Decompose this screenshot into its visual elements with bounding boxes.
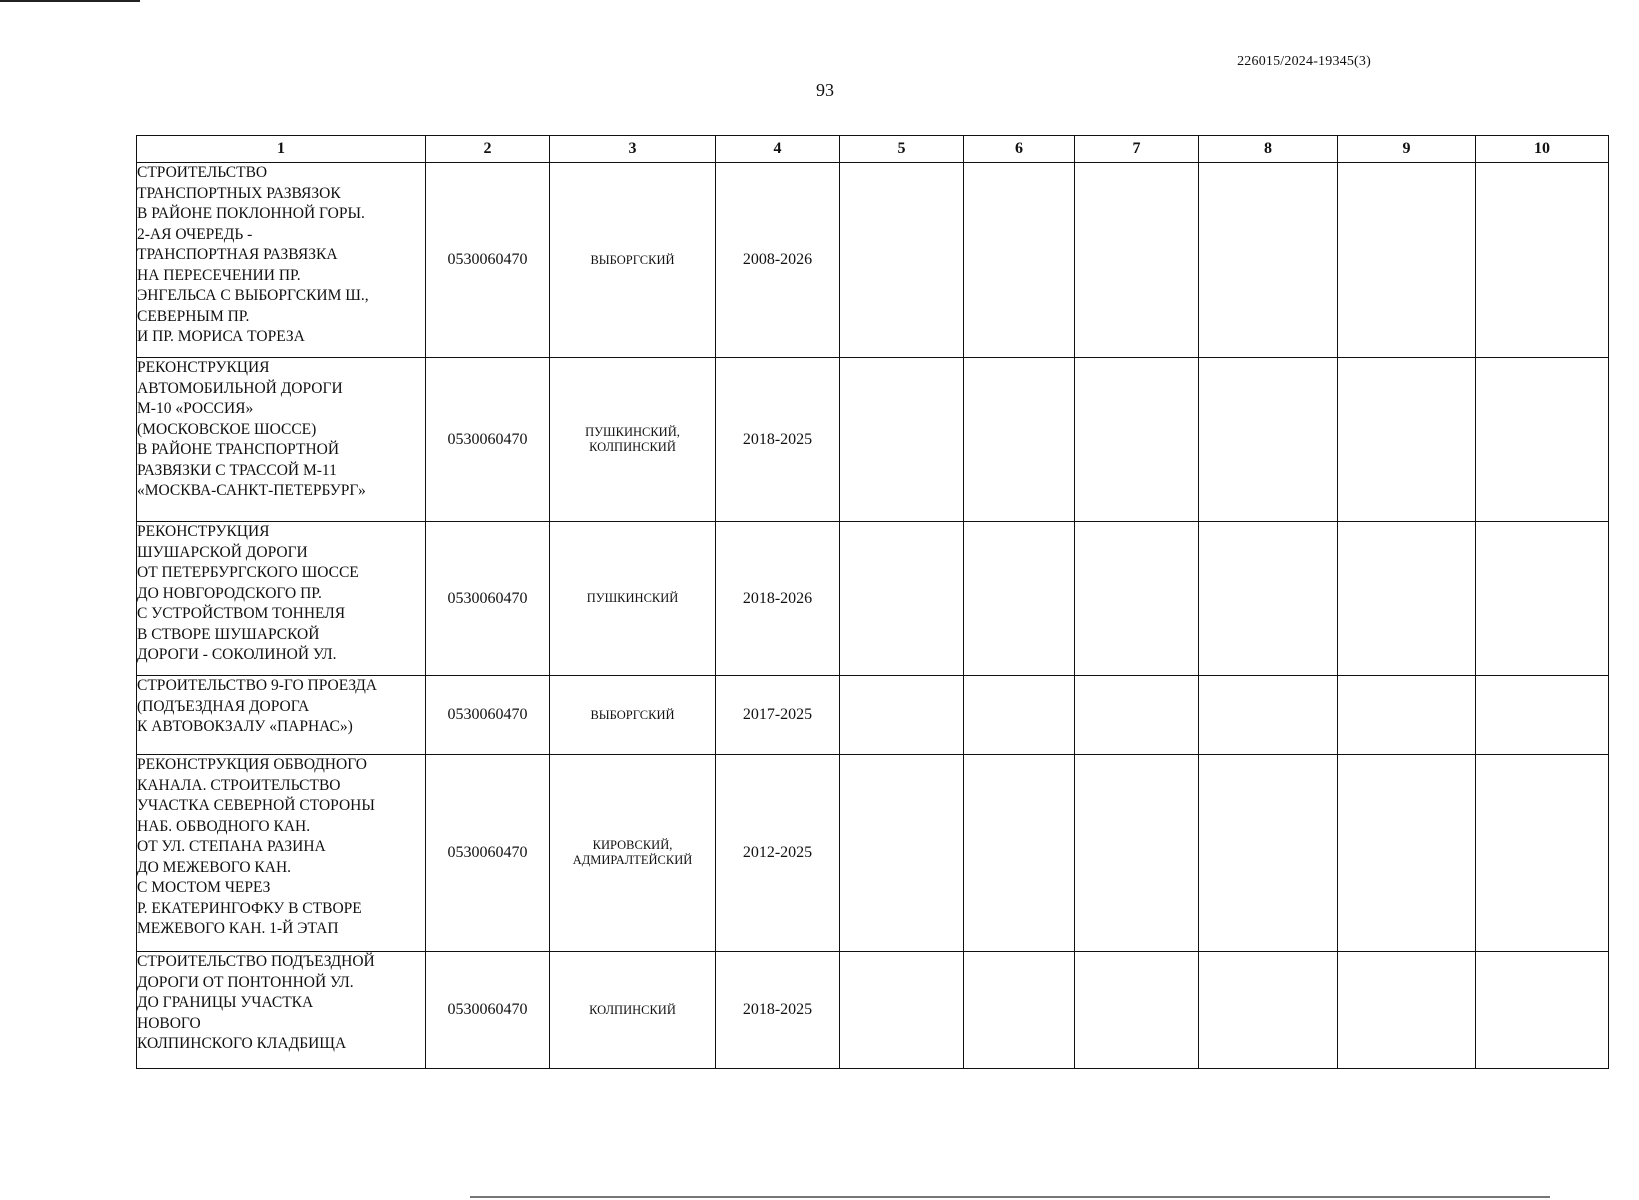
object-name: СТРОИТЕЛЬСТВО ТРАНСПОРТНЫХ РАЗВЯЗОК В РАЙОНЕ ПОКЛОННОЙ ГОРЫ. 2-АЯ ОЧЕРЕДЬ - ТРАНСПОРТНАЯ РАЗВЯЗКА НА ПЕРЕСЕЧЕНИИ ПР. ЭНГЕЛЬСА С ВЫБОРГСКИМ Ш., СЕВЕРНЫМ ПР. И ПР. МОРИСА ТОРЕЗА <box>137 163 426 358</box>
empty-cell <box>964 358 1075 522</box>
table-row <box>137 522 1609 676</box>
object-name: СТРОИТЕЛЬСТВО 9-ГО ПРОЕЗДА (ПОДЪЕЗДНАЯ ДОРОГА К АВТОВОКЗАЛУ «ПАРНАС») <box>137 676 426 755</box>
table-row <box>137 755 1609 952</box>
budget-code: 0530060470 <box>426 522 550 676</box>
column-header: 4 <box>716 136 840 163</box>
column-header: 9 <box>1338 136 1476 163</box>
page-number: 93 <box>816 80 834 100</box>
period: 2017-2025 <box>716 676 840 755</box>
column-header: 8 <box>1199 136 1338 163</box>
district: КОЛПИНСКИЙ <box>550 952 716 1069</box>
empty-cell <box>840 676 964 755</box>
budget-code: 0530060470 <box>426 358 550 522</box>
district: ПУШКИНСКИЙ <box>550 522 716 676</box>
empty-cell <box>1199 522 1338 676</box>
period: 2018-2025 <box>716 358 840 522</box>
empty-cell <box>1199 358 1338 522</box>
empty-cell <box>1338 755 1476 952</box>
empty-cell <box>1075 358 1199 522</box>
district: ВЫБОРГСКИЙ <box>550 676 716 755</box>
column-header: 2 <box>426 136 550 163</box>
empty-cell <box>840 358 964 522</box>
column-header: 5 <box>840 136 964 163</box>
empty-cell <box>1199 755 1338 952</box>
column-header: 7 <box>1075 136 1199 163</box>
period: 2008-2026 <box>716 163 840 358</box>
table-row <box>137 676 1609 755</box>
empty-cell <box>964 522 1075 676</box>
table-row <box>137 952 1609 1069</box>
empty-cell <box>1338 522 1476 676</box>
empty-cell <box>840 163 964 358</box>
budget-code: 0530060470 <box>426 163 550 358</box>
budget-code: 0530060470 <box>426 676 550 755</box>
column-header: 10 <box>1476 136 1609 163</box>
empty-cell <box>1476 755 1609 952</box>
header-row <box>137 136 1609 163</box>
empty-cell <box>964 676 1075 755</box>
empty-cell <box>840 522 964 676</box>
object-name: РЕКОНСТРУКЦИЯ АВТОМОБИЛЬНОЙ ДОРОГИ М-10 «РОССИЯ» (МОСКОВСКОЕ ШОССЕ) В РАЙОНЕ ТРАНСПОРТНОЙ РАЗВЯЗКИ С ТРАССОЙ М-11 «МОСКВА-САНКТ-ПЕТЕРБУРГ» <box>137 358 426 522</box>
district: КИРОВСКИЙ, АДМИРАЛТЕЙСКИЙ <box>550 755 716 952</box>
empty-cell <box>840 952 964 1069</box>
empty-cell <box>1199 676 1338 755</box>
district: ВЫБОРГСКИЙ <box>550 163 716 358</box>
empty-cell <box>1075 755 1199 952</box>
empty-cell <box>1338 676 1476 755</box>
column-header: 3 <box>550 136 716 163</box>
empty-cell <box>1476 676 1609 755</box>
empty-cell <box>1338 163 1476 358</box>
object-name: СТРОИТЕЛЬСТВО ПОДЪЕЗДНОЙ ДОРОГИ ОТ ПОНТОННОЙ УЛ. ДО ГРАНИЦЫ УЧАСТКА НОВОГО КОЛПИНСКОГО КЛАДБИЩА <box>137 952 426 1069</box>
period: 2018-2025 <box>716 952 840 1069</box>
district: ПУШКИНСКИЙ, КОЛПИНСКИЙ <box>550 358 716 522</box>
empty-cell <box>964 755 1075 952</box>
column-header: 6 <box>964 136 1075 163</box>
object-name: РЕКОНСТРУКЦИЯ ОБВОДНОГО КАНАЛА. СТРОИТЕЛЬСТВО УЧАСТКА СЕВЕРНОЙ СТОРОНЫ НАБ. ОБВОДНОГО КАН. ОТ УЛ. СТЕПАНА РАЗИНА ДО МЕЖЕВОГО КАН. С МОСТОМ ЧЕРЕЗ Р. ЕКАТЕРИНГОФКУ В СТВОРЕ МЕЖЕВОГО КАН. 1-Й ЭТАП <box>137 755 426 952</box>
empty-cell <box>1476 952 1609 1069</box>
empty-cell <box>1075 676 1199 755</box>
scan-edge-mark <box>470 1196 1550 1198</box>
empty-cell <box>964 163 1075 358</box>
empty-cell <box>1199 163 1338 358</box>
table-row <box>137 163 1609 358</box>
period: 2012-2025 <box>716 755 840 952</box>
empty-cell <box>1199 952 1338 1069</box>
table-row <box>137 358 1609 522</box>
empty-cell <box>1338 952 1476 1069</box>
empty-cell <box>1075 952 1199 1069</box>
empty-cell <box>1075 522 1199 676</box>
budget-code: 0530060470 <box>426 952 550 1069</box>
empty-cell <box>1338 358 1476 522</box>
empty-cell <box>964 952 1075 1069</box>
column-header: 1 <box>137 136 426 163</box>
scan-edge-mark <box>0 0 140 2</box>
empty-cell <box>1476 163 1609 358</box>
document-number: 226015/2024-19345(3) <box>1237 54 1371 69</box>
empty-cell <box>840 755 964 952</box>
empty-cell <box>1476 358 1609 522</box>
period: 2018-2026 <box>716 522 840 676</box>
empty-cell <box>1476 522 1609 676</box>
data-table <box>136 135 1609 1069</box>
empty-cell <box>1075 163 1199 358</box>
object-name: РЕКОНСТРУКЦИЯ ШУШАРСКОЙ ДОРОГИ ОТ ПЕТЕРБУРГСКОГО ШОССЕ ДО НОВГОРОДСКОГО ПР. С УСТРОЙСТВОМ ТОННЕЛЯ В СТВОРЕ ШУШАРСКОЙ ДОРОГИ - СОКОЛИНОЙ УЛ. <box>137 522 426 676</box>
budget-code: 0530060470 <box>426 755 550 952</box>
